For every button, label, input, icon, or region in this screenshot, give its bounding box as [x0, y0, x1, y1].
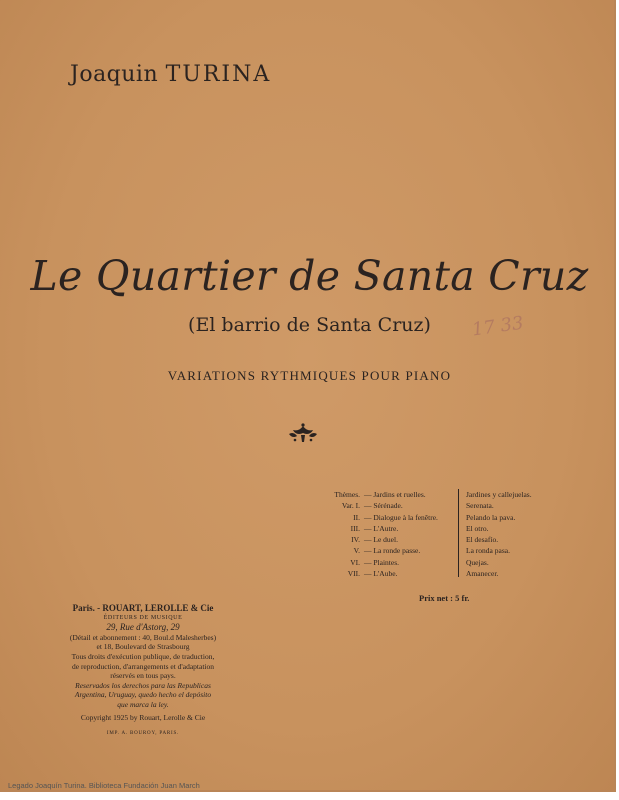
- spanish-title: El desafío.: [466, 535, 499, 545]
- rights-notice: réservés en tous pays.: [110, 671, 176, 681]
- movement-row: [318, 534, 438, 545]
- movement-number: VI.: [350, 557, 360, 567]
- movement-row: [318, 545, 438, 556]
- movement-title: — Sérénade.: [364, 501, 403, 511]
- movement-row: [318, 568, 438, 579]
- publisher-address-detail: (Détail et abonnement : 40, Boul.d Malesherbes): [69, 632, 217, 642]
- movement-number: II.: [353, 512, 360, 522]
- spanish-titles-list: [466, 489, 532, 579]
- movement-title: — Jardins et ruelles.: [364, 490, 426, 499]
- rights-notice-spanish: que marca la ley.: [117, 699, 169, 709]
- rights-notice-spanish: Reservados los derechos para las Republicas: [75, 680, 211, 690]
- movement-number: IV.: [351, 535, 360, 545]
- spanish-title: Pelando la pava.: [466, 512, 516, 522]
- composer-name: [70, 62, 271, 87]
- publisher-address: 29, Rue d'Astorg, 29: [106, 622, 180, 633]
- movement-number: Thèmes.: [334, 490, 360, 499]
- rights-notice: Tous droits d'exécution publique, de traduction,: [71, 651, 215, 661]
- movement-number: V.: [353, 546, 360, 556]
- movement-number: VII.: [347, 569, 360, 579]
- publisher-subtitle: ÉDITEURS DE MUSIQUE: [103, 614, 183, 621]
- column-divider: [458, 489, 459, 577]
- movement-title: — Le duel.: [364, 535, 398, 545]
- movement-row: [318, 489, 438, 500]
- work-subtitle: (El barrio de Santa Cruz): [188, 314, 431, 336]
- floral-ornament-icon: [285, 422, 321, 444]
- publisher-address-branch: et 18, Boulevard de Strasbourg: [96, 642, 190, 652]
- publisher-name: Paris. - ROUART, LEROLLE & Cie: [72, 603, 214, 613]
- printer-line: IMP. A. BOUROY, PARIS.: [106, 731, 180, 737]
- movement-title: — L'Autre.: [364, 523, 399, 533]
- movement-title: — La ronde passe.: [364, 546, 421, 556]
- rights-notice: de reproduction, d'arrangements et d'adaptation: [71, 661, 215, 671]
- movement-row: [318, 512, 438, 523]
- archive-credit: Legado Joaquín Turina. Biblioteca Fundación Juan March: [8, 781, 200, 790]
- rights-notice-spanish: Argentina, Uruguay, quedo hecho el depósito: [74, 690, 212, 700]
- movement-number: III.: [350, 523, 360, 533]
- movement-title: — L'Aube.: [364, 569, 398, 579]
- spanish-title: Serenata.: [466, 501, 494, 511]
- composer-last-name: TURINA: [165, 62, 272, 87]
- copyright-line: Copyright 1925 by Rouart, Lerolle & Cie: [80, 712, 206, 722]
- composer-first-name: Joaquin: [70, 62, 159, 87]
- price-label: Prix net : 5 fr.: [419, 593, 470, 603]
- publisher-block: [38, 604, 248, 739]
- variations-label: VARIATIONS RYTHMIQUES POUR PIANO: [167, 368, 452, 383]
- movement-row: [318, 523, 438, 534]
- spanish-title: Jardines y callejuelas.: [466, 490, 532, 499]
- movements-list: [318, 489, 438, 579]
- movement-row: [318, 500, 438, 511]
- movement-row: [318, 557, 438, 568]
- movement-number: Var. I.: [341, 501, 360, 511]
- movement-title: — Plaintes.: [364, 557, 399, 567]
- spanish-title: El otro.: [466, 523, 489, 533]
- movement-title: — Dialogue à la fenêtre.: [364, 512, 438, 522]
- work-title: Le Quartier de Santa Cruz: [30, 252, 589, 300]
- spanish-title: Amanecer.: [466, 569, 499, 579]
- handwritten-note: 17 33: [470, 312, 525, 341]
- spanish-title: La ronda pasa.: [466, 546, 510, 556]
- spanish-title: Quejas.: [466, 557, 489, 567]
